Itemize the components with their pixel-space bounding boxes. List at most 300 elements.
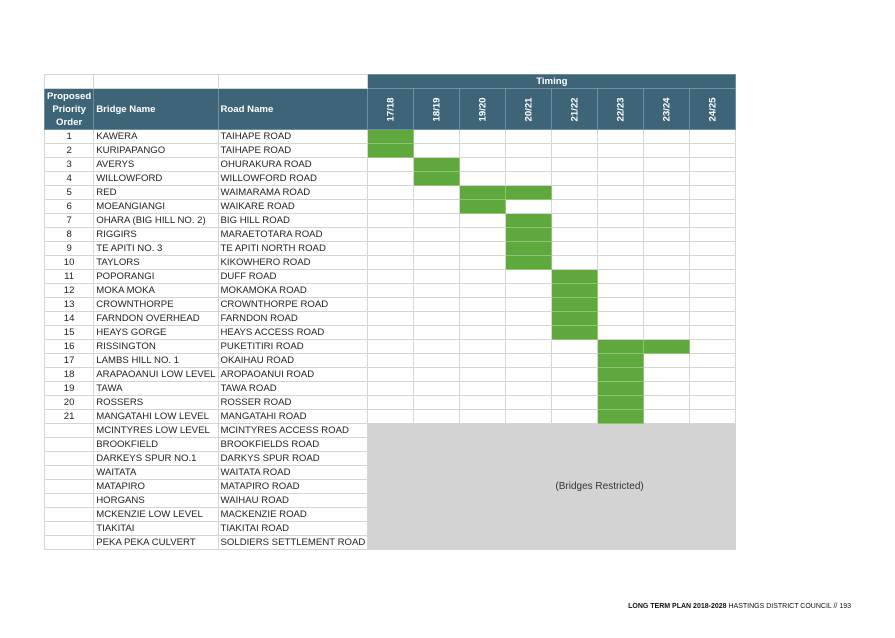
year-header bbox=[368, 89, 414, 130]
bridge-name-cell: POPORANGI bbox=[94, 270, 218, 284]
road-name-cell: BIG HILL ROAD bbox=[218, 214, 368, 228]
timing-cell bbox=[598, 256, 644, 270]
bridge-name-cell: MANGATAHI LOW LEVEL bbox=[94, 410, 218, 424]
road-name-cell: WAIKARE ROAD bbox=[218, 200, 368, 214]
priority-cell: 6 bbox=[45, 200, 94, 214]
timing-cell bbox=[460, 354, 506, 368]
table-row bbox=[45, 228, 736, 242]
timing-cell bbox=[414, 410, 460, 424]
timing-cell bbox=[552, 410, 598, 424]
timing-bar bbox=[460, 200, 506, 214]
road-name-cell: AROPAOANUI ROAD bbox=[218, 368, 368, 382]
road-name-cell: PUKETITIRI ROAD bbox=[218, 340, 368, 354]
timing-cell bbox=[506, 340, 552, 354]
road-name-cell: WAITATA ROAD bbox=[218, 466, 368, 480]
timing-cell bbox=[460, 312, 506, 326]
year-header bbox=[552, 89, 598, 130]
timing-cell bbox=[552, 214, 598, 228]
timing-bar bbox=[414, 172, 460, 186]
timing-header-row bbox=[45, 75, 736, 89]
priority-cell bbox=[45, 466, 94, 480]
bridge-name-cell: KAWERA bbox=[94, 130, 218, 144]
road-name-cell: SOLDIERS SETTLEMENT ROAD bbox=[218, 536, 368, 550]
table-row bbox=[45, 354, 736, 368]
priority-cell: 8 bbox=[45, 228, 94, 242]
timing-cell bbox=[460, 326, 506, 340]
bridge-name-cell: KURIPAPANGO bbox=[94, 144, 218, 158]
timing-bar bbox=[552, 312, 598, 326]
timing-cell bbox=[690, 270, 736, 284]
road-name-cell: TAWA ROAD bbox=[218, 382, 368, 396]
timing-cell bbox=[644, 382, 690, 396]
timing-cell bbox=[552, 130, 598, 144]
bridge-name-cell: MATAPIRO bbox=[94, 480, 218, 494]
timing-bar bbox=[506, 256, 552, 270]
table-row bbox=[45, 396, 736, 410]
table-row bbox=[45, 144, 736, 158]
priority-cell: 14 bbox=[45, 312, 94, 326]
year-header bbox=[598, 89, 644, 130]
bridge-name-cell: HORGANS bbox=[94, 494, 218, 508]
header-blank-cell bbox=[218, 75, 368, 89]
timing-cell bbox=[414, 214, 460, 228]
priority-cell: 11 bbox=[45, 270, 94, 284]
timing-bar bbox=[506, 228, 552, 242]
timing-cell bbox=[644, 368, 690, 382]
timing-cell bbox=[414, 242, 460, 256]
timing-cell bbox=[644, 256, 690, 270]
timing-cell bbox=[690, 312, 736, 326]
priority-header bbox=[45, 89, 94, 130]
timing-cell bbox=[460, 382, 506, 396]
road-name-cell: HEAYS ACCESS ROAD bbox=[218, 326, 368, 340]
year-header-label: 19/20 bbox=[477, 96, 489, 122]
timing-cell bbox=[368, 200, 414, 214]
road-name-cell: MACKENZIE ROAD bbox=[218, 508, 368, 522]
priority-cell bbox=[45, 522, 94, 536]
timing-cell bbox=[460, 410, 506, 424]
timing-cell bbox=[368, 312, 414, 326]
header-blank-cell bbox=[45, 75, 94, 89]
road-name-cell: MCINTYRES ACCESS ROAD bbox=[218, 424, 368, 438]
timing-cell bbox=[644, 158, 690, 172]
road-name-cell: CROWNTHORPE ROAD bbox=[218, 298, 368, 312]
road-name-cell: MARAETOTARA ROAD bbox=[218, 228, 368, 242]
timing-cell bbox=[460, 298, 506, 312]
bridge-name-cell: TAYLORS bbox=[94, 256, 218, 270]
timing-cell bbox=[552, 368, 598, 382]
timing-cell bbox=[644, 144, 690, 158]
table-body bbox=[45, 130, 736, 550]
priority-cell bbox=[45, 480, 94, 494]
timing-cell bbox=[644, 200, 690, 214]
priority-cell: 1 bbox=[45, 130, 94, 144]
timing-bar bbox=[414, 158, 460, 172]
timing-cell bbox=[506, 368, 552, 382]
timing-cell bbox=[368, 326, 414, 340]
table-row bbox=[45, 270, 736, 284]
timing-cell bbox=[368, 172, 414, 186]
header-blank-cell bbox=[94, 75, 218, 89]
year-header bbox=[644, 89, 690, 130]
timing-cell bbox=[552, 340, 598, 354]
timing-cell bbox=[368, 270, 414, 284]
timing-cell bbox=[368, 354, 414, 368]
road-name-cell: DUFF ROAD bbox=[218, 270, 368, 284]
timing-cell bbox=[460, 256, 506, 270]
timing-cell bbox=[644, 186, 690, 200]
restricted-label: (Bridges Restricted) bbox=[555, 481, 644, 493]
timing-cell bbox=[598, 242, 644, 256]
priority-header-line: Order bbox=[56, 116, 83, 128]
road-name-cell: OHURAKURA ROAD bbox=[218, 158, 368, 172]
timing-cell bbox=[690, 368, 736, 382]
timing-cell bbox=[690, 144, 736, 158]
priority-cell: 13 bbox=[45, 298, 94, 312]
bridge-name-cell: DARKEYS SPUR NO.1 bbox=[94, 452, 218, 466]
footer-council-page: HASTINGS DISTRICT COUNCIL // 193 bbox=[726, 603, 851, 610]
timing-cell bbox=[506, 382, 552, 396]
timing-cell bbox=[598, 158, 644, 172]
table-row bbox=[45, 368, 736, 382]
timing-cell bbox=[690, 298, 736, 312]
priority-cell: 15 bbox=[45, 326, 94, 340]
timing-cell bbox=[552, 382, 598, 396]
bridge-name-cell: TIAKITAI bbox=[94, 522, 218, 536]
year-header-label: 24/25 bbox=[707, 96, 719, 122]
bridge-name-cell: OHARA (BIG HILL NO. 2) bbox=[94, 214, 218, 228]
timing-cell bbox=[368, 186, 414, 200]
priority-cell: 12 bbox=[45, 284, 94, 298]
timing-cell bbox=[598, 144, 644, 158]
timing-cell bbox=[644, 396, 690, 410]
timing-bar bbox=[506, 214, 552, 228]
year-header bbox=[414, 89, 460, 130]
timing-cell bbox=[460, 396, 506, 410]
road-name-cell: MATAPIRO ROAD bbox=[218, 480, 368, 494]
timing-bar bbox=[368, 144, 414, 158]
bridge-name-cell: ARAPAOANUI LOW LEVEL bbox=[94, 368, 218, 382]
timing-cell bbox=[552, 172, 598, 186]
timing-cell bbox=[414, 298, 460, 312]
timing-bar bbox=[552, 284, 598, 298]
table-row bbox=[45, 186, 736, 200]
timing-cell bbox=[506, 312, 552, 326]
timing-cell bbox=[644, 242, 690, 256]
timing-cell bbox=[506, 130, 552, 144]
timing-cell bbox=[368, 368, 414, 382]
timing-cell bbox=[690, 396, 736, 410]
road-name-cell: OKAIHAU ROAD bbox=[218, 354, 368, 368]
footer-plan-title: LONG TERM PLAN 2018-2028 bbox=[628, 603, 727, 610]
timing-cell bbox=[506, 326, 552, 340]
priority-cell: 19 bbox=[45, 382, 94, 396]
timing-bar bbox=[506, 186, 552, 200]
road-name-cell: KIKOWHERO ROAD bbox=[218, 256, 368, 270]
timing-cell bbox=[506, 144, 552, 158]
priority-cell: 17 bbox=[45, 354, 94, 368]
priority-cell: 10 bbox=[45, 256, 94, 270]
road-name-header: Road Name bbox=[218, 89, 368, 130]
timing-bar bbox=[506, 242, 552, 256]
bridge-name-cell: WILLOWFORD bbox=[94, 172, 218, 186]
timing-cell bbox=[414, 396, 460, 410]
timing-cell bbox=[460, 284, 506, 298]
timing-cell bbox=[506, 354, 552, 368]
timing-cell bbox=[690, 326, 736, 340]
road-name-cell: TAIHAPE ROAD bbox=[218, 130, 368, 144]
table-row bbox=[45, 410, 736, 424]
bridge-name-cell: HEAYS GORGE bbox=[94, 326, 218, 340]
table-row bbox=[45, 382, 736, 396]
timing-cell bbox=[414, 354, 460, 368]
timing-bar bbox=[598, 396, 644, 410]
timing-cell bbox=[690, 172, 736, 186]
priority-cell bbox=[45, 438, 94, 452]
timing-cell bbox=[368, 298, 414, 312]
bridge-name-cell: ROSSERS bbox=[94, 396, 218, 410]
timing-cell bbox=[598, 186, 644, 200]
timing-cell bbox=[690, 382, 736, 396]
table-row bbox=[45, 130, 736, 144]
table-row bbox=[45, 242, 736, 256]
timing-cell bbox=[460, 172, 506, 186]
timing-cell bbox=[460, 158, 506, 172]
timing-bar bbox=[598, 340, 644, 354]
timing-cell bbox=[690, 158, 736, 172]
timing-cell bbox=[414, 326, 460, 340]
table-row bbox=[45, 172, 736, 186]
timing-cell bbox=[598, 172, 644, 186]
timing-cell bbox=[368, 396, 414, 410]
timing-bar bbox=[552, 326, 598, 340]
timing-cell bbox=[598, 270, 644, 284]
timing-cell bbox=[598, 130, 644, 144]
timing-cell bbox=[690, 228, 736, 242]
bridge-name-cell: FARNDON OVERHEAD bbox=[94, 312, 218, 326]
year-header-label: 22/23 bbox=[615, 96, 627, 122]
year-header-label: 21/22 bbox=[569, 96, 581, 122]
timing-cell bbox=[552, 396, 598, 410]
year-header-label: 17/18 bbox=[385, 96, 397, 122]
timing-cell bbox=[552, 200, 598, 214]
timing-cell bbox=[644, 284, 690, 298]
bridge-timing-table bbox=[44, 74, 736, 550]
table-row bbox=[45, 256, 736, 270]
table-row bbox=[45, 312, 736, 326]
timing-cell bbox=[644, 410, 690, 424]
timing-cell bbox=[598, 284, 644, 298]
timing-cell bbox=[690, 186, 736, 200]
table-row bbox=[45, 158, 736, 172]
timing-bar bbox=[644, 340, 690, 354]
table-row bbox=[45, 284, 736, 298]
timing-bar bbox=[598, 382, 644, 396]
restricted-region bbox=[368, 424, 736, 550]
page-footer bbox=[628, 603, 851, 610]
bridge-name-cell: LAMBS HILL NO. 1 bbox=[94, 354, 218, 368]
timing-cell bbox=[644, 130, 690, 144]
timing-cell bbox=[690, 242, 736, 256]
timing-cell bbox=[598, 228, 644, 242]
timing-cell bbox=[368, 214, 414, 228]
timing-cell bbox=[690, 200, 736, 214]
timing-cell bbox=[460, 130, 506, 144]
priority-cell bbox=[45, 494, 94, 508]
timing-bar bbox=[598, 410, 644, 424]
road-name-cell: FARNDON ROAD bbox=[218, 312, 368, 326]
timing-cell bbox=[414, 144, 460, 158]
timing-cell bbox=[506, 284, 552, 298]
bridge-name-cell: TE APITI NO. 3 bbox=[94, 242, 218, 256]
timing-cell bbox=[414, 382, 460, 396]
bridge-name-cell: TAWA bbox=[94, 382, 218, 396]
priority-header-line: Priority bbox=[52, 103, 86, 115]
timing-cell bbox=[552, 186, 598, 200]
table-row bbox=[45, 340, 736, 354]
timing-cell bbox=[506, 270, 552, 284]
timing-cell bbox=[460, 368, 506, 382]
timing-cell bbox=[414, 284, 460, 298]
bridge-name-cell: MCINTYRES LOW LEVEL bbox=[94, 424, 218, 438]
timing-bar bbox=[368, 130, 414, 144]
priority-cell: 3 bbox=[45, 158, 94, 172]
priority-cell: 4 bbox=[45, 172, 94, 186]
bridge-schedule bbox=[44, 74, 736, 550]
priority-cell bbox=[45, 452, 94, 466]
year-header-label: 20/21 bbox=[523, 96, 535, 122]
timing-cell bbox=[414, 270, 460, 284]
table-row bbox=[45, 214, 736, 228]
bridge-name-cell: MCKENZIE LOW LEVEL bbox=[94, 508, 218, 522]
timing-cell bbox=[690, 410, 736, 424]
table-row bbox=[45, 200, 736, 214]
priority-cell: 2 bbox=[45, 144, 94, 158]
priority-cell: 20 bbox=[45, 396, 94, 410]
bridge-name-cell: MOEANGIANGI bbox=[94, 200, 218, 214]
timing-cell bbox=[414, 256, 460, 270]
timing-cell bbox=[644, 298, 690, 312]
timing-cell bbox=[644, 228, 690, 242]
bridge-name-cell: PEKA PEKA CULVERT bbox=[94, 536, 218, 550]
timing-cell bbox=[598, 200, 644, 214]
year-header bbox=[460, 89, 506, 130]
timing-cell bbox=[552, 256, 598, 270]
timing-cell bbox=[690, 256, 736, 270]
road-name-cell: ROSSER ROAD bbox=[218, 396, 368, 410]
timing-cell bbox=[598, 298, 644, 312]
timing-cell bbox=[506, 298, 552, 312]
priority-cell: 21 bbox=[45, 410, 94, 424]
year-header bbox=[690, 89, 736, 130]
timing-bar bbox=[552, 298, 598, 312]
timing-cell bbox=[598, 312, 644, 326]
priority-cell: 7 bbox=[45, 214, 94, 228]
bridge-name-cell: RED bbox=[94, 186, 218, 200]
timing-cell bbox=[368, 228, 414, 242]
priority-cell: 5 bbox=[45, 186, 94, 200]
timing-cell bbox=[368, 242, 414, 256]
bridge-name-header: Bridge Name bbox=[94, 89, 218, 130]
timing-cell bbox=[414, 228, 460, 242]
year-header bbox=[506, 89, 552, 130]
timing-cell bbox=[598, 326, 644, 340]
bridge-name-cell: AVERYS bbox=[94, 158, 218, 172]
timing-cell bbox=[506, 410, 552, 424]
road-name-cell: DARKYS SPUR ROAD bbox=[218, 452, 368, 466]
timing-cell bbox=[552, 144, 598, 158]
timing-cell bbox=[690, 214, 736, 228]
priority-cell bbox=[45, 536, 94, 550]
timing-cell bbox=[644, 172, 690, 186]
priority-header-line: Proposed bbox=[47, 90, 92, 102]
bridge-name-cell: BROOKFIELD bbox=[94, 438, 218, 452]
road-name-cell: WAIMARAMA ROAD bbox=[218, 186, 368, 200]
timing-cell bbox=[690, 354, 736, 368]
road-name-cell: TAIHAPE ROAD bbox=[218, 144, 368, 158]
timing-cell bbox=[414, 340, 460, 354]
timing-cell bbox=[598, 214, 644, 228]
road-name-cell: TIAKITAI ROAD bbox=[218, 522, 368, 536]
timing-cell bbox=[414, 368, 460, 382]
priority-cell: 18 bbox=[45, 368, 94, 382]
bridge-name-cell: RIGGIRS bbox=[94, 228, 218, 242]
timing-cell bbox=[368, 284, 414, 298]
priority-cell: 9 bbox=[45, 242, 94, 256]
timing-cell bbox=[644, 354, 690, 368]
priority-cell bbox=[45, 508, 94, 522]
timing-cell bbox=[414, 186, 460, 200]
priority-cell bbox=[45, 424, 94, 438]
timing-cell bbox=[460, 242, 506, 256]
timing-cell bbox=[460, 144, 506, 158]
timing-cell bbox=[460, 228, 506, 242]
road-name-cell: BROOKFIELDS ROAD bbox=[218, 438, 368, 452]
table-row bbox=[45, 326, 736, 340]
road-name-cell: WAIHAU ROAD bbox=[218, 494, 368, 508]
timing-cell bbox=[460, 270, 506, 284]
road-name-cell: WILLOWFORD ROAD bbox=[218, 172, 368, 186]
timing-cell bbox=[552, 354, 598, 368]
table-row bbox=[45, 424, 736, 438]
timing-bar bbox=[552, 270, 598, 284]
bridge-name-cell: WAITATA bbox=[94, 466, 218, 480]
bridge-name-cell: CROWNTHORPE bbox=[94, 298, 218, 312]
timing-cell bbox=[644, 326, 690, 340]
timing-cell bbox=[552, 158, 598, 172]
timing-cell bbox=[414, 130, 460, 144]
timing-cell bbox=[552, 242, 598, 256]
timing-cell bbox=[368, 256, 414, 270]
road-name-cell: MOKAMOKA ROAD bbox=[218, 284, 368, 298]
timing-cell bbox=[506, 396, 552, 410]
timing-bar bbox=[460, 186, 506, 200]
bridge-name-cell: MOKA MOKA bbox=[94, 284, 218, 298]
timing-bar bbox=[598, 368, 644, 382]
timing-cell bbox=[690, 340, 736, 354]
timing-cell bbox=[368, 410, 414, 424]
timing-bar bbox=[598, 354, 644, 368]
timing-cell bbox=[414, 312, 460, 326]
timing-cell bbox=[506, 172, 552, 186]
road-name-cell: MANGATAHI ROAD bbox=[218, 410, 368, 424]
year-header-label: 18/19 bbox=[431, 96, 443, 122]
timing-cell bbox=[690, 130, 736, 144]
timing-cell bbox=[552, 228, 598, 242]
year-header-label: 23/24 bbox=[661, 96, 673, 122]
column-header-row bbox=[45, 89, 736, 130]
bridge-name-cell: RISSINGTON bbox=[94, 340, 218, 354]
